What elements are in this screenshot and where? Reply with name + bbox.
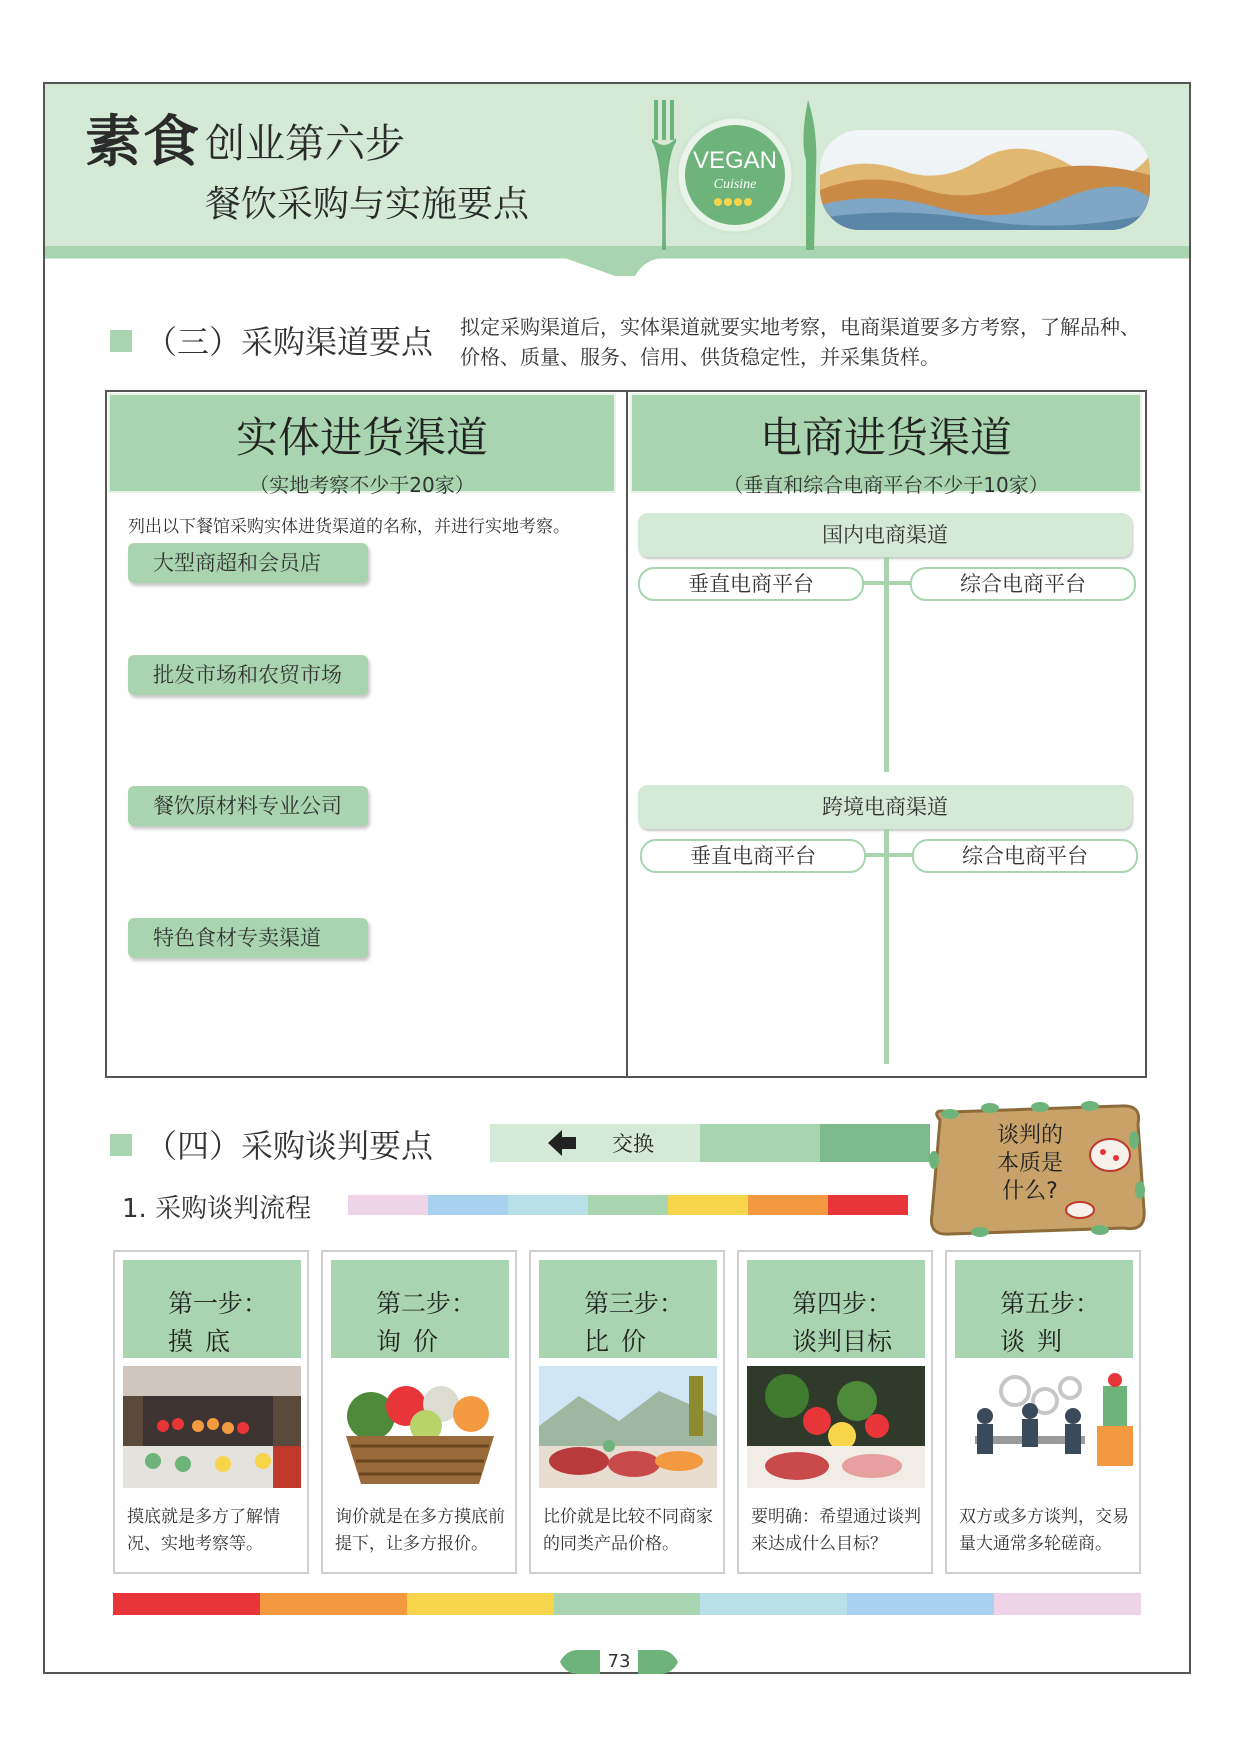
step-name: 谈判目标	[792, 1327, 893, 1356]
section-marker	[110, 1134, 132, 1156]
supermarket-image	[123, 1366, 301, 1488]
general-platform-box: 综合电商平台	[912, 839, 1138, 873]
swap-label: 交换	[612, 1132, 654, 1156]
step-number: 第五步：	[1000, 1289, 1101, 1318]
step-header	[539, 1260, 717, 1358]
svg-text:本质是: 本质是	[996, 1151, 1064, 1176]
section4-title: （四）采购谈判要点	[145, 1127, 434, 1165]
page-number: 73	[607, 1651, 631, 1672]
step-number: 第三步：	[584, 1289, 685, 1318]
vertical-platform-box: 垂直电商平台	[638, 567, 864, 601]
step-number: 第四步：	[792, 1289, 893, 1318]
mountain-landscape-image	[820, 130, 1150, 230]
title-step: 创业第六步	[205, 121, 405, 167]
step-name: 摸 底	[168, 1327, 232, 1356]
table-divider	[626, 390, 628, 1078]
title-main: 素食	[85, 110, 201, 175]
negotiation-process-subtitle: 1. 采购谈判流程	[122, 1194, 312, 1224]
step-description: 要明确：希望通过谈判来达成什么目标？	[751, 1507, 921, 1554]
section-marker	[110, 330, 132, 352]
svg-text:谈判的: 谈判的	[996, 1123, 1064, 1148]
channel-item: 特色食材专卖渠道	[128, 918, 368, 958]
vegan-logo	[640, 100, 840, 254]
ecommerce-channel-header	[630, 393, 1142, 497]
negotiation-essence-badge	[920, 1100, 1150, 1240]
connector-line	[884, 557, 889, 772]
step-description: 比价就是比较不同商家的同类产品价格。	[543, 1507, 713, 1554]
step-description: 摸底就是多方了解情况、实地考察等。	[127, 1507, 280, 1554]
section3-title: （三）采购渠道要点	[145, 323, 434, 361]
channel-item: 批发市场和农贸市场	[128, 655, 368, 695]
physical-channel-title: 实体进货渠道	[235, 413, 488, 462]
meat-vegetables-image	[539, 1366, 717, 1488]
fresh-produce-image	[747, 1366, 925, 1488]
step-header	[123, 1260, 301, 1358]
rainbow-bar	[348, 1195, 908, 1215]
channel-item: 餐饮原材料专业公司	[128, 786, 368, 826]
vertical-platform-box: 垂直电商平台	[640, 839, 866, 873]
svg-text:VEGAN: VEGAN	[692, 147, 778, 174]
ecommerce-channel-title: 电商进货渠道	[759, 413, 1012, 462]
section3-description: 拟定采购渠道后，实体渠道就要实地考察，电商渠道要多方考察，了解品种、价格、质量、服务、信用、供货稳定性，并采集货样。	[460, 315, 1140, 369]
header-wave	[45, 246, 1189, 276]
left-arrow-icon	[548, 1130, 578, 1156]
channel-item: 大型商超和会员店	[128, 543, 368, 583]
rainbow-bar	[113, 1593, 1141, 1615]
step-name: 比 价	[584, 1327, 648, 1356]
step-name: 询 价	[376, 1327, 440, 1356]
teacup-icon	[1066, 1202, 1094, 1218]
step-description: 询价就是在多方摸底前提下，让多方报价。	[335, 1507, 505, 1554]
step-description: 双方或多方谈判，交易量大通常多轮磋商。	[959, 1507, 1129, 1554]
physical-channel-subtitle: （实地考察不少于20家）	[249, 473, 475, 497]
step-card-2	[321, 1250, 517, 1574]
domestic-ecommerce-band: 国内电商渠道	[638, 513, 1132, 557]
physical-channel-hint: 列出以下餐馆采购实体进货渠道的名称，并进行实地考察。	[128, 517, 570, 537]
fork-icon	[652, 100, 676, 250]
teapot-icon	[1090, 1139, 1130, 1171]
business-meeting-image	[955, 1366, 1133, 1488]
vegetable-basket-image	[331, 1366, 509, 1488]
general-platform-box: 综合电商平台	[910, 567, 1136, 601]
step-card-5	[945, 1250, 1141, 1574]
knife-icon	[803, 100, 816, 250]
step-header	[955, 1260, 1133, 1358]
svg-text:Cuisine: Cuisine	[713, 177, 757, 192]
connector-line	[884, 829, 889, 1064]
title-topic: 餐饮采购与实施要点	[205, 184, 530, 225]
physical-channel-header	[108, 393, 616, 497]
connector-line	[860, 581, 912, 585]
connector-line	[862, 853, 914, 857]
ecommerce-channel-subtitle: （垂直和综合电商平台不少于10家）	[723, 473, 1049, 497]
step-name: 谈 判	[1000, 1327, 1064, 1356]
step-header	[747, 1260, 925, 1358]
svg-text:什么?: 什么?	[1002, 1179, 1058, 1204]
step-header	[331, 1260, 509, 1358]
step-number: 第二步：	[376, 1289, 477, 1318]
step-card-3	[529, 1250, 725, 1574]
step-card-1	[113, 1250, 309, 1574]
step-number: 第一步：	[168, 1289, 269, 1318]
step-card-4	[737, 1250, 933, 1574]
crossborder-ecommerce-band: 跨境电商渠道	[638, 785, 1132, 829]
